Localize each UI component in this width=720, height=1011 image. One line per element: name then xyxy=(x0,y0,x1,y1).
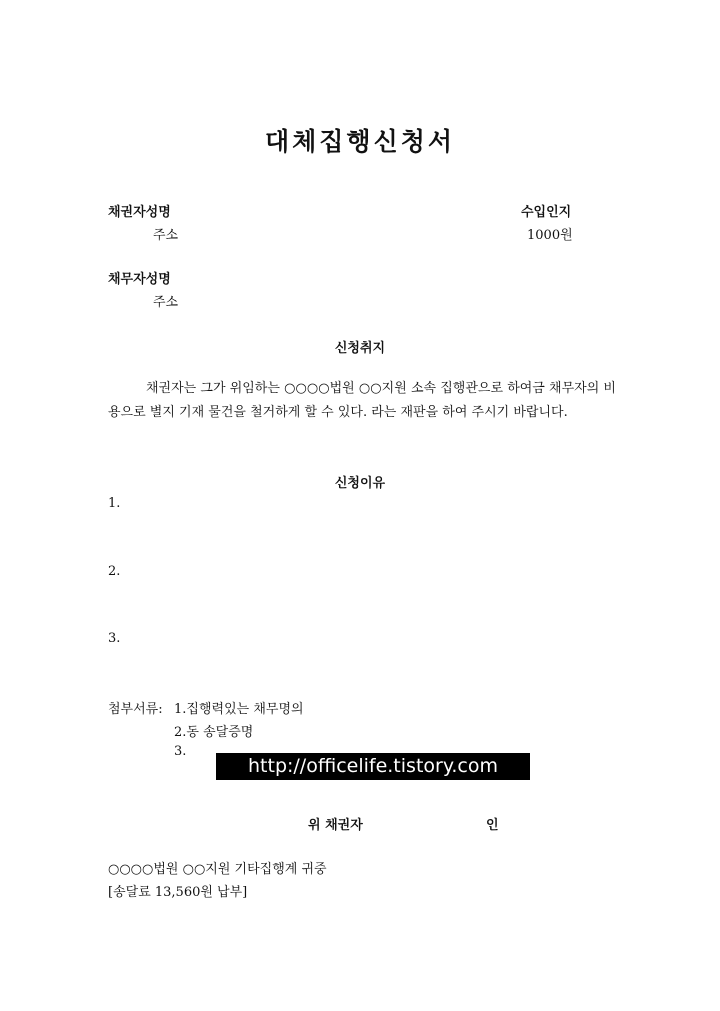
purpose-paragraph: 채권자는 그가 위임하는 ○○○○법원 ○○지원 소속 집행관으로 하여금 채무자의 비용으로 별지 기재 물건을 철거하게 할 수 있다. 라는 재판을 하여 주시기 바랍니다. xyxy=(108,381,616,420)
attachments-label: 첨부서류: xyxy=(108,702,163,717)
debtor-address-label: 주소 xyxy=(153,295,179,310)
attachment-item-3: 3. xyxy=(174,744,187,759)
delivery-fee-note: [송달료 13,560원 납부] xyxy=(108,885,248,900)
reason-item-2: 2. xyxy=(108,564,121,579)
seal-mark: 인 xyxy=(486,818,499,833)
purpose-heading: 신청취지 xyxy=(334,341,386,356)
signature-label: 위 채권자 xyxy=(308,818,363,833)
creditor-name-label: 채권자성명 xyxy=(108,205,171,220)
debtor-name-label: 채무자성명 xyxy=(108,272,171,287)
attachment-item-2: 2.동 송달증명 xyxy=(174,725,254,740)
reasons-heading: 신청이유 xyxy=(334,476,386,491)
revenue-stamp-label: 수입인지 xyxy=(521,205,572,220)
reason-item-1: 1. xyxy=(108,496,121,511)
reason-item-3: 3. xyxy=(108,631,121,646)
attachment-item-1: 1.집행력있는 채무명의 xyxy=(174,702,304,717)
creditor-address-label: 주소 xyxy=(153,228,179,243)
revenue-stamp-amount: 1000원 xyxy=(527,228,573,243)
recipient-court: ○○○○법원 ○○지원 기타집행계 귀중 xyxy=(108,862,327,877)
document-title: 대체집행신청서 xyxy=(264,127,456,156)
watermark-url: http://officelife.tistory.com xyxy=(216,753,530,780)
